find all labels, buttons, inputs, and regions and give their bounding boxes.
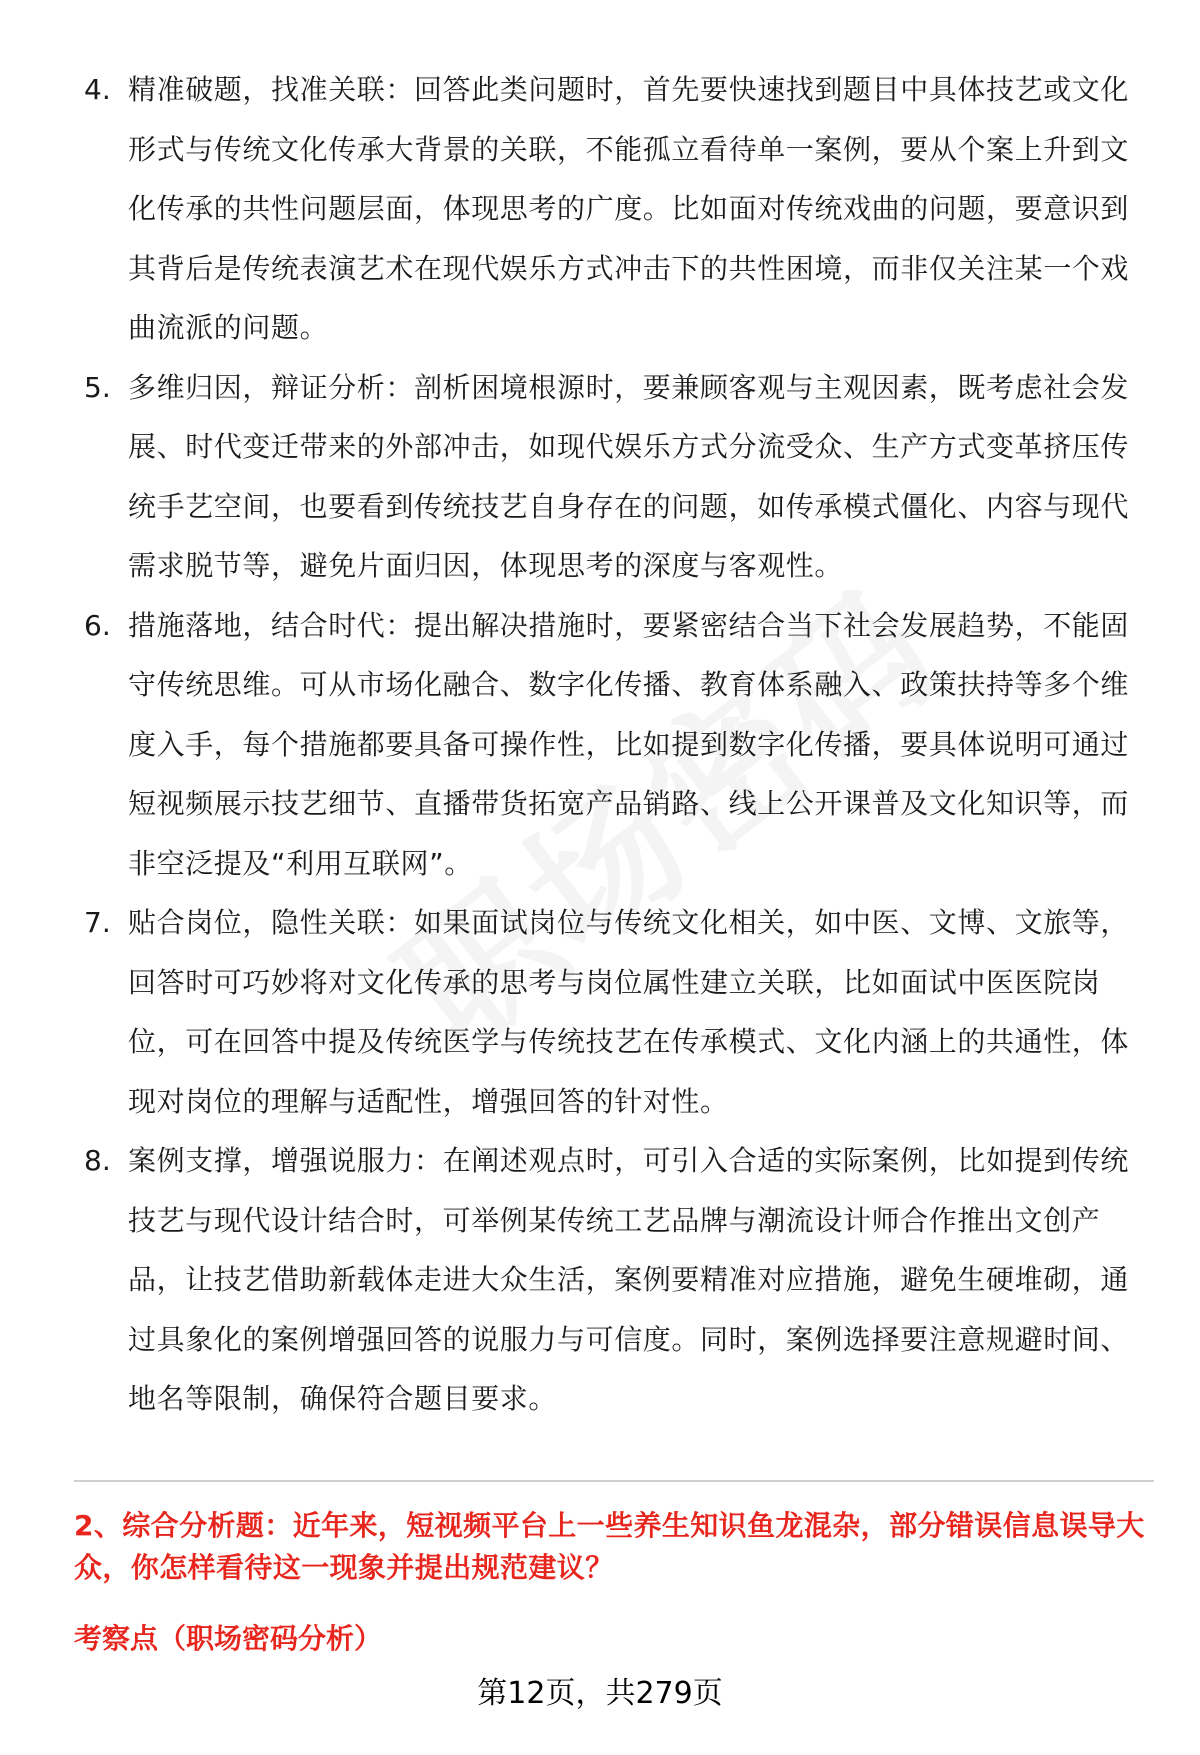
tips-list xyxy=(84,60,1144,1429)
list-item xyxy=(84,596,1144,894)
list-item-text: 精准破题，找准关联：回答此类问题时，首先要快速找到题目中具体技艺或文化形式与传统文化传承大背景的关联，不能孤立看待单一案例，要从个案上升到文化传承的共性问题层面，体现思考的广度。比如面对传统戏曲的问题，要意识到其背后是传统表演艺术在现代娱乐方式冲击下的共性困境，而非仅关注某一个戏曲流派的问题。 xyxy=(128,73,1130,344)
list-item-number: 4. xyxy=(84,73,111,106)
list-item-text: 措施落地，结合时代：提出解决措施时，要紧密结合当下社会发展趋势，不能固守传统思维。可从市场化融合、数字化传播、教育体系融入、政策扶持等多个维度入手，每个措施都要具备可操作性，比如提到数字化传播，要具体说明可通过短视频展示技艺细节、直播带货拓宽产品销路、线上公开课普及文化知识等，而非空泛提及“利用互联网”。 xyxy=(128,608,1130,880)
list-item xyxy=(84,358,1144,596)
list-item xyxy=(84,893,1144,1131)
list-item-text: 案例支撑，增强说服力：在阐述观点时，可引入合适的实际案例，比如提到传统技艺与现代设计结合时，可举例某传统工艺品牌与潮流设计师合作推出文创产品，让技艺借助新载体走进大众生活，案例要精准对应措施，避免生硬堆砌，通过具象化的案例增强回答的说服力与可信度。同时，案例选择要注意规避时间、地名等限制，确保符合题目要求。 xyxy=(128,1144,1130,1415)
list-item-text: 贴合岗位，隐性关联：如果面试岗位与传统文化相关，如中医、文博、文旅等，回答时可巧妙将对文化传承的思考与岗位属性建立关联，比如面试中医医院岗位，可在回答中提及传统医学与传统技艺在传承模式、文化内涵上的共通性，体现对岗位的理解与适配性，增强回答的针对性。 xyxy=(128,906,1130,1118)
list-item-number: 7. xyxy=(84,906,111,939)
list-item xyxy=(84,1131,1144,1429)
question-heading: 2、综合分析题：近年来，短视频平台上一些养生知识鱼龙混杂，部分错误信息误导大众，你怎样看待这一现象并提出规范建议？ xyxy=(74,1509,1145,1584)
list-item-text: 多维归因，辩证分析：剖析困境根源时，要兼顾客观与主观因素，既考虑社会发展、时代变迁带来的外部冲击，如现代娱乐方式分流受众、生产方式变革挤压传统手艺空间，也要看到传统技艺自身存在的问题，如传承模式僵化、内容与现代需求脱节等，避免片面归因，体现思考的深度与客观性。 xyxy=(128,370,1130,582)
section-title: 考察点（职场密码分析） xyxy=(74,1622,383,1655)
list-item-number: 5. xyxy=(84,370,111,404)
page-number: 第12页，共279页 xyxy=(477,1676,723,1711)
list-item xyxy=(84,60,1144,358)
section-divider xyxy=(74,1480,1154,1482)
list-item-number: 6. xyxy=(84,608,111,642)
list-item-number: 8. xyxy=(84,1144,111,1177)
